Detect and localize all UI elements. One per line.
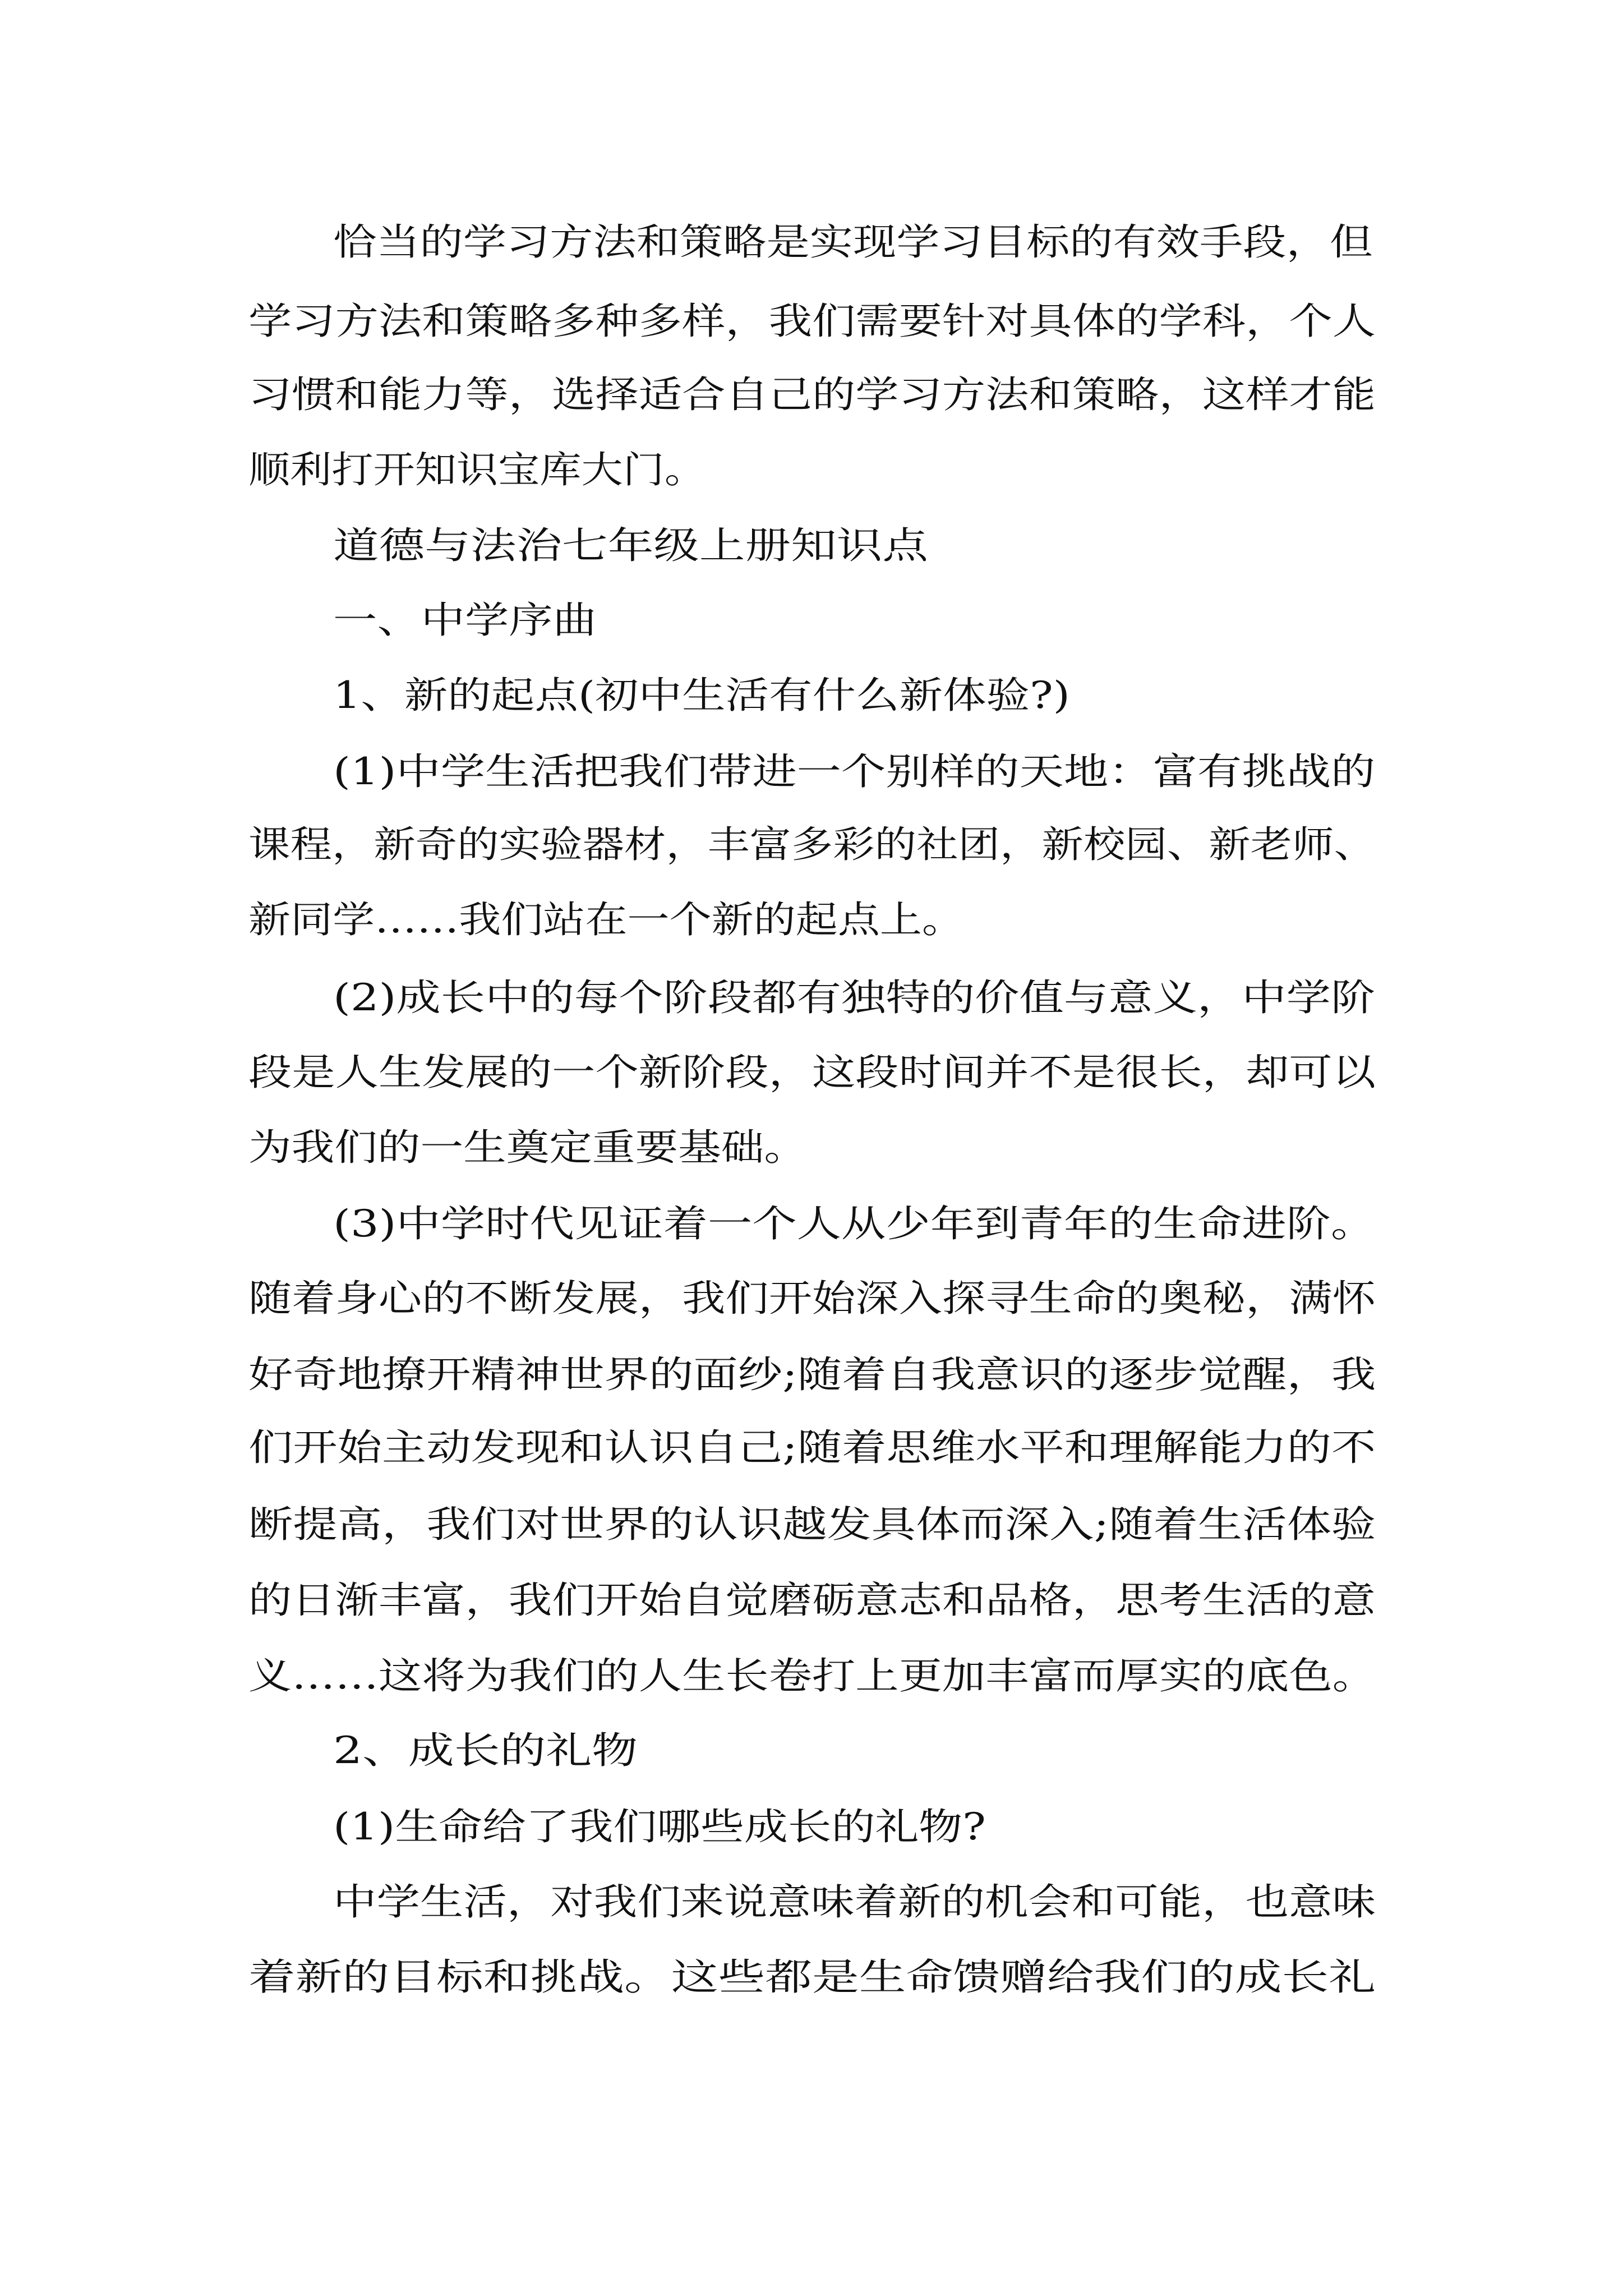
paragraph-line: 恰当的学习方法和策略是实现学习目标的有效手段，但 (333, 220, 1373, 264)
paragraph-line: 们开始主动发现和认识自己;随着思维水平和理解能力的不 (248, 1426, 1376, 1469)
paragraph-line: (1)中学生活把我们带进一个别样的天地：富有挑战的 (333, 750, 1376, 793)
paragraph-line: 好奇地撩开精神世界的面纱;随着自我意识的逐步觉醒，我 (248, 1353, 1376, 1396)
subsection-heading: 1、新的起点(初中生活有什么新体验?) (333, 674, 1070, 717)
section-heading: 一、中学序曲 (333, 599, 597, 642)
paragraph-line: (3)中学时代见证着一个人从少年到青年的生命进阶。 (333, 1202, 1376, 1245)
paragraph-line: 为我们的一生奠定重要基础。 (248, 1126, 807, 1169)
paragraph-line: 着新的目标和挑战。这些都是生命馈赠给我们的成长礼 (248, 1955, 1376, 1999)
paragraph-line: 顺利打开知识宝库大门。 (248, 448, 706, 491)
section-heading: 道德与法治七年级上册知识点 (333, 524, 928, 567)
paragraph-line: 学习方法和策略多种多样，我们需要针对具体的学科，个人 (248, 300, 1376, 343)
paragraph-line: 课程，新奇的实验器材，丰富多彩的社团，新校园、新老师、 (248, 823, 1376, 866)
paragraph-line: (1)生命给了我们哪些成长的礼物? (333, 1805, 986, 1848)
paragraph-line: 段是人生发展的一个新阶段，这段时间并不是很长，却可以 (248, 1051, 1376, 1094)
paragraph-line: 的日渐丰富，我们开始自觉磨砺意志和品格，思考生活的意 (248, 1579, 1376, 1622)
paragraph-line: 随着身心的不断发展，我们开始深入探寻生命的奥秘，满怀 (248, 1277, 1376, 1320)
subsection-heading: 2、成长的礼物 (333, 1729, 638, 1772)
paragraph-line: 新同学……我们站在一个新的起点上。 (248, 898, 964, 941)
paragraph-line: 习惯和能力等，选择适合自己的学习方法和策略，这样才能 (248, 373, 1376, 416)
paragraph-line: 断提高，我们对世界的认识越发具体而深入;随着生活体验 (248, 1503, 1376, 1546)
paragraph-line: 义……这将为我们的人生长卷打上更加丰富而厚实的底色。 (248, 1654, 1376, 1697)
paragraph-line: (2)成长中的每个阶段都有独特的价值与意义，中学阶 (333, 976, 1376, 1019)
paragraph-line: 中学生活，对我们来说意味着新的机会和可能，也意味 (333, 1880, 1376, 1924)
